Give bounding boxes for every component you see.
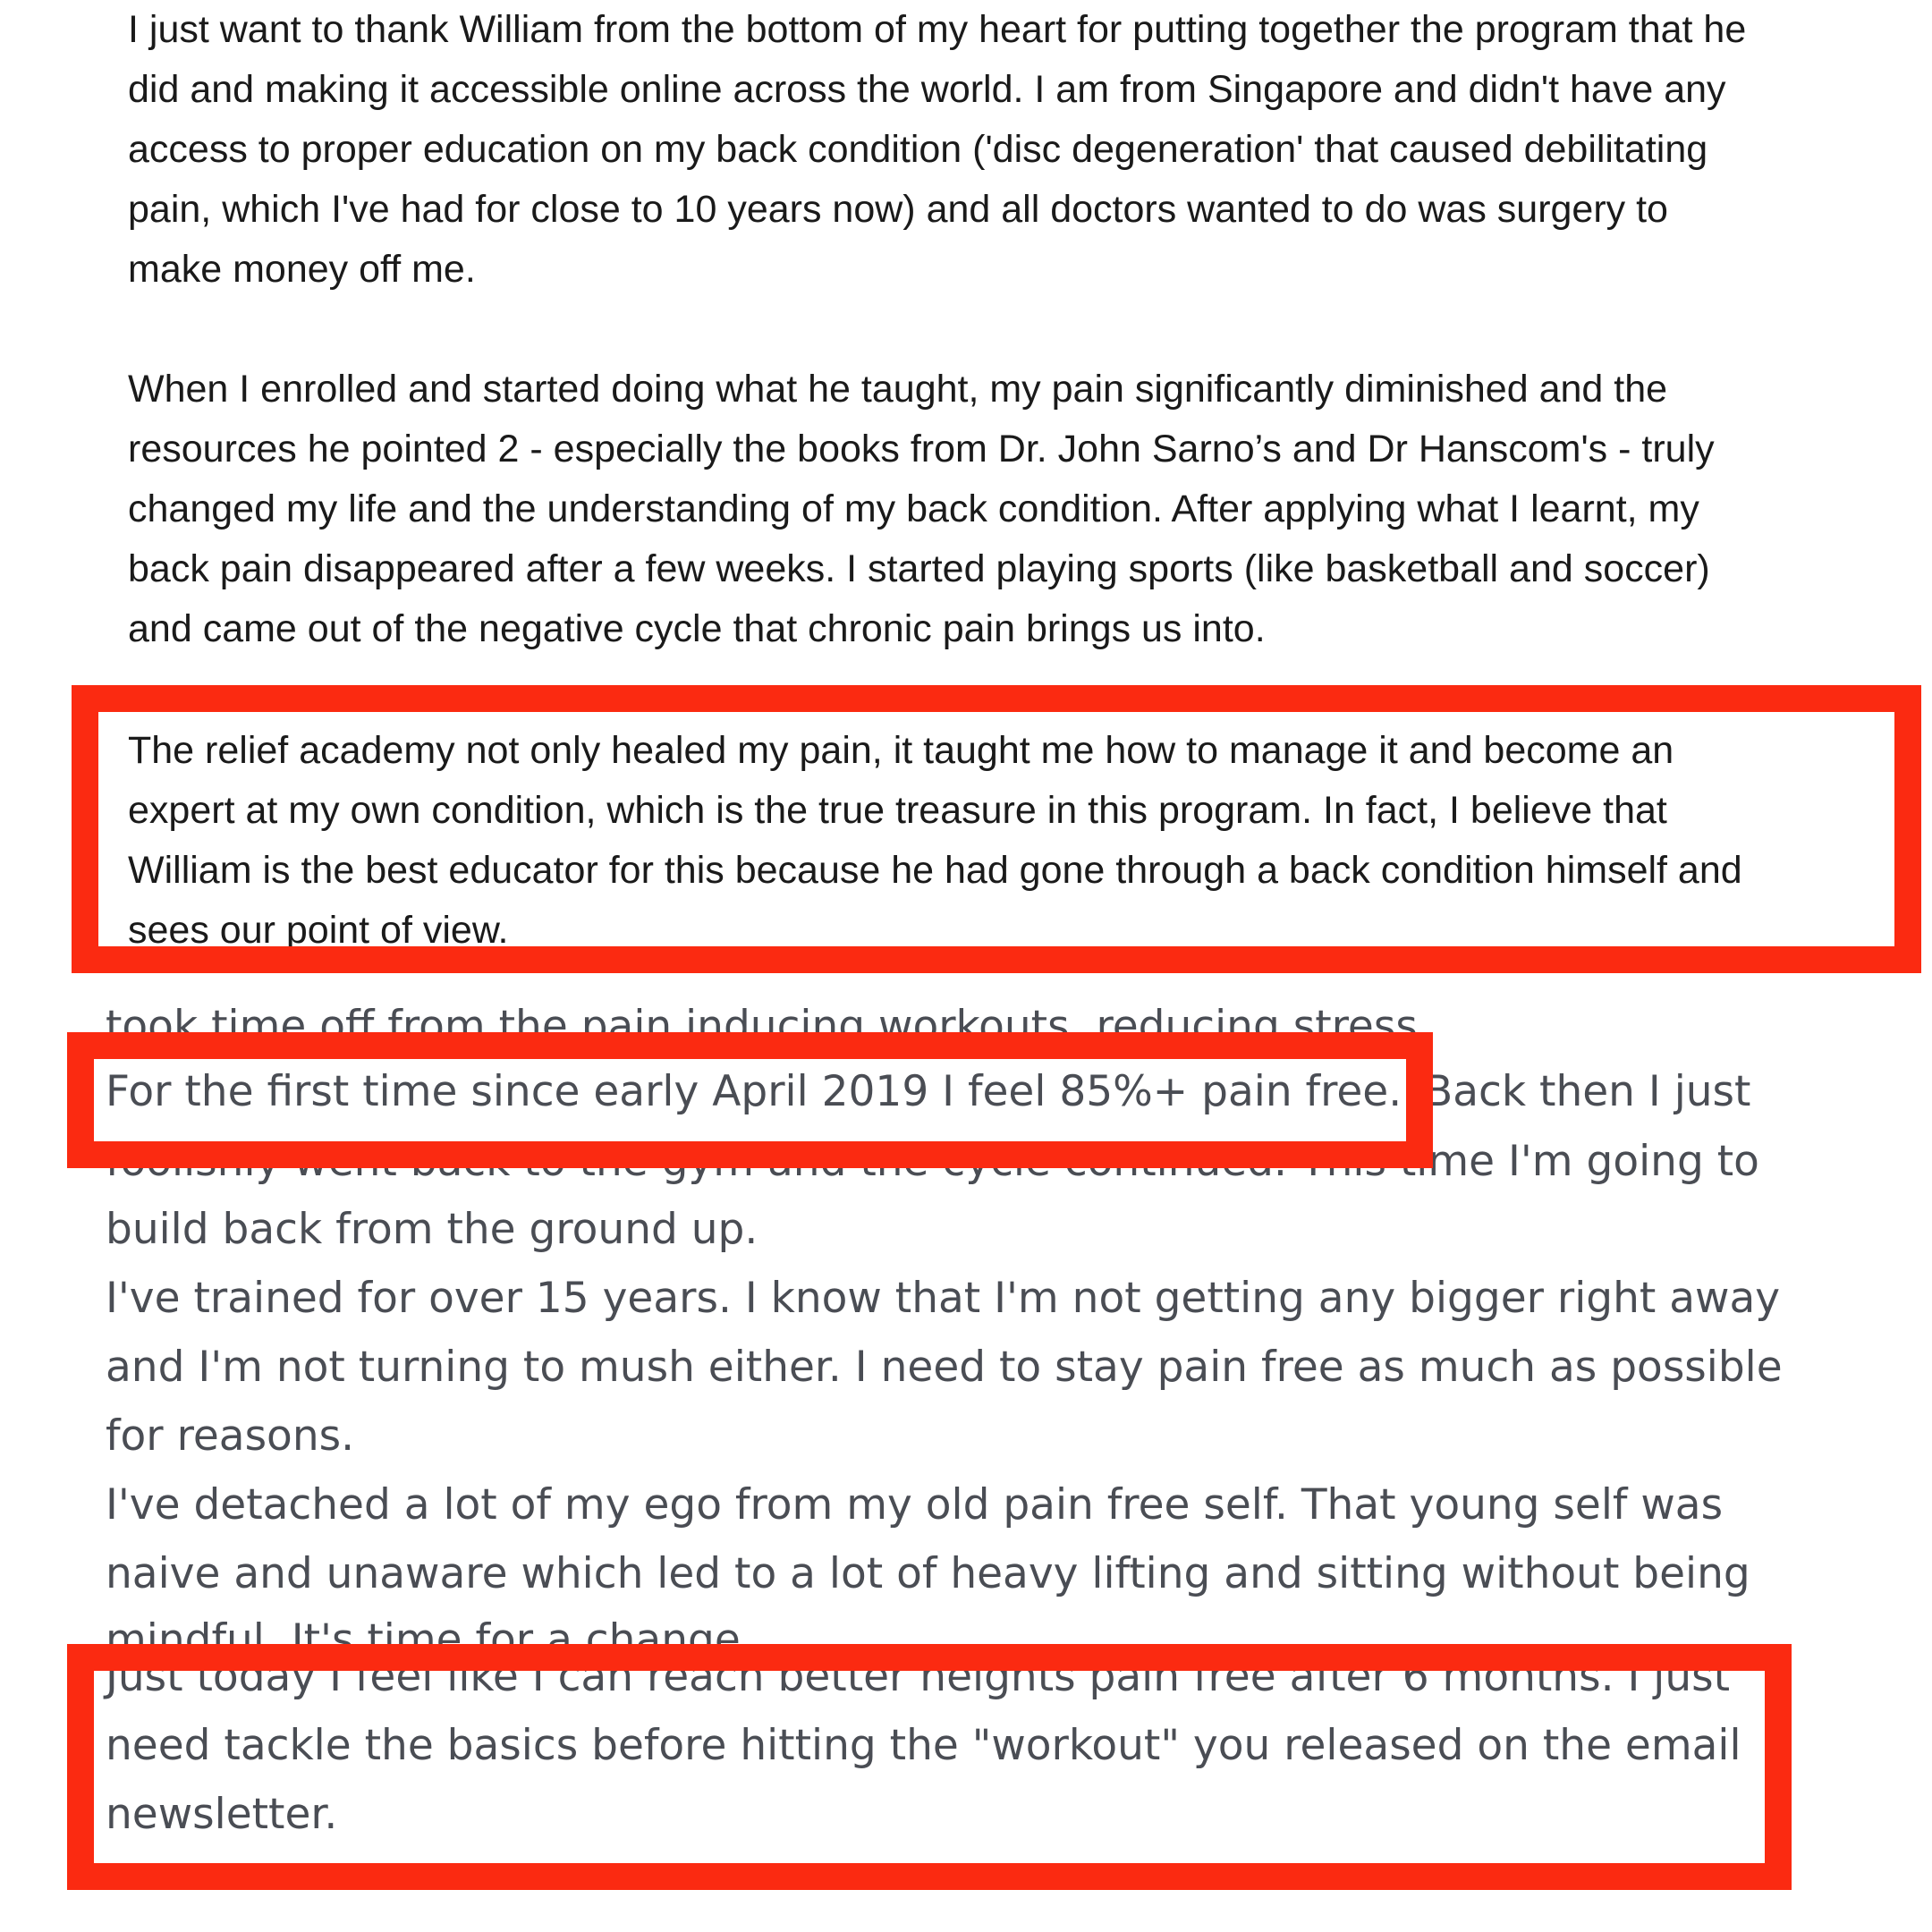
review-paragraph-3: The relief academy not only healed my pain, it taught me how to manage it and become an expert at my own condition, which is the true treasure in this program. In fact, I believe that William is the best educator for this because he had gone through a back condition himself and sees our point of view. <box>128 729 1742 952</box>
comment-paragraph-1: build back from the ground up. <box>106 1205 758 1254</box>
comment-paragraph-3: I've detached a lot of my ego from my old pain free self. That young self was naive and unaware which led to a lot of heavy lifting and sitting without being <box>106 1480 1750 1598</box>
highlight-box-pain-free <box>67 1032 1433 1168</box>
comment-fragment-mindful: mindful. It's time for a change. <box>106 1615 754 1665</box>
highlight-box-review <box>72 685 1921 973</box>
comment-paragraph-2: I've trained for over 15 years. I know that I'm not getting any bigger right away and I'm not turning to mush either. I need to stay pain free as much as possible for reasons. <box>106 1274 1783 1461</box>
review-paragraph-2: When I enrolled and started doing what he taught, my pain significantly diminished and the resources he pointed 2 - especially the books from Dr. John Sarno’s and Dr Hanscom's - truly changed my life and the understanding of my back condition. After applying what I learnt, my back pain disappeared after a few weeks. I started playing sports (like basketball and soccer) and came out of the negative cycle that chronic pain brings us into. <box>128 368 1715 650</box>
comment-final-paragraph: Just today I feel like I can reach better heights pain free after 6 months. I just need tackle the basics before hitting the "workout" you released on the email newsletter. <box>106 1652 1741 1839</box>
comment-fragment-top: took time off from the pain inducing workouts, reducing stress. <box>106 1002 1431 1051</box>
review-paragraph-1: I just want to thank William from the bottom of my heart for putting together the program that he did and making it accessible online across the world. I am from Singapore and didn't have any access to proper education on my back condition ('disc degeneration' that caused debilitating pain, which I've had for close to 10 years now) and all doctors wanted to do was surgery to make money off me. <box>128 8 1747 291</box>
comment-highlight-line: For the first time since early April 2019 I feel 85%+ pain free. <box>106 1067 1402 1116</box>
comment-continuation: Back then I just <box>1424 1067 1751 1116</box>
comment-fragment-foolishly: foolishly went back to the gym and the cycle continued. This time I'm going to <box>106 1137 1759 1186</box>
highlight-box-final <box>67 1644 1792 1890</box>
